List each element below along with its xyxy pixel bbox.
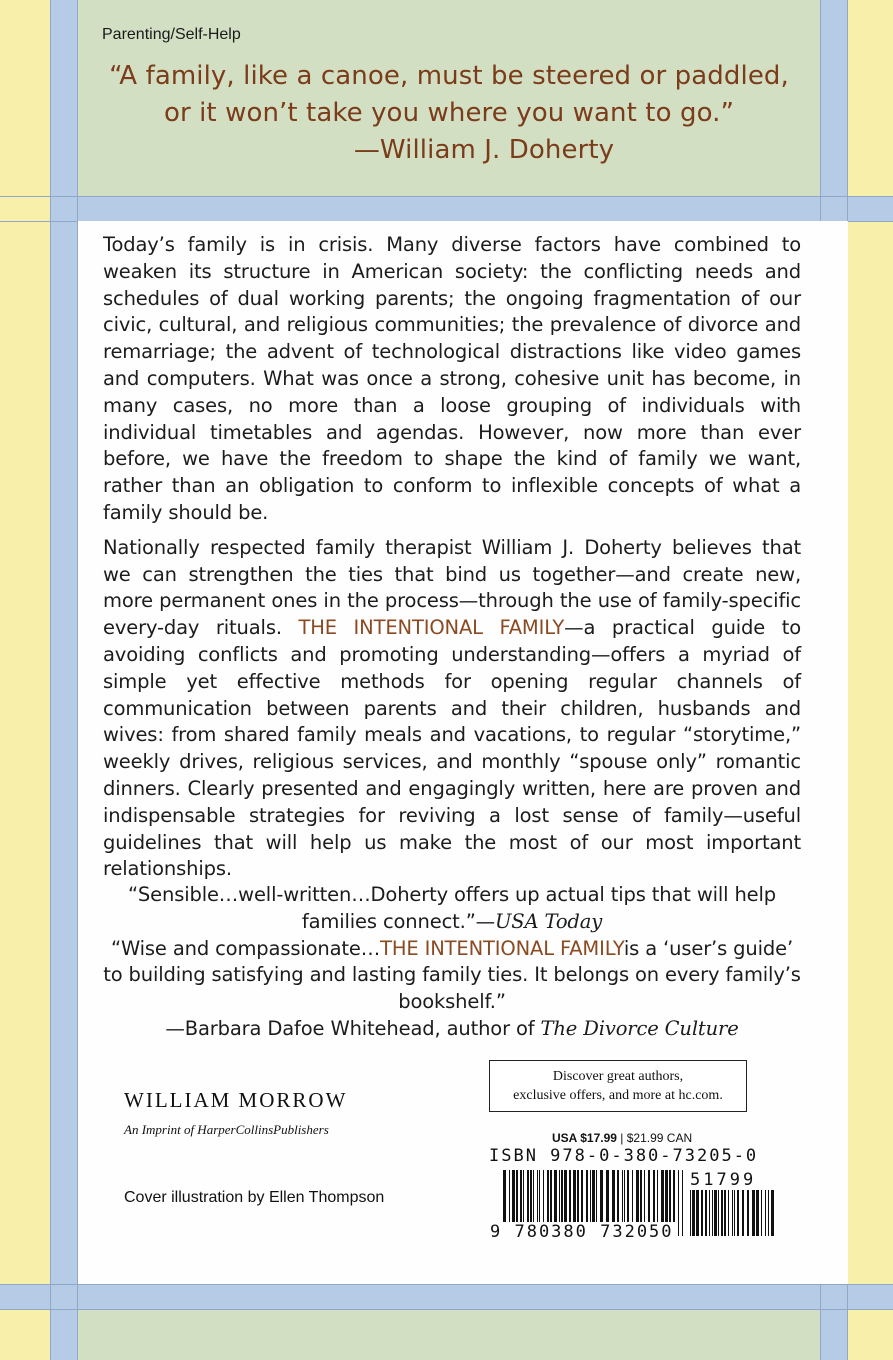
reviews: [103, 882, 801, 1043]
barcode-bar: [771, 1190, 774, 1236]
barcode-bar: [756, 1190, 759, 1236]
top-blue-band: [0, 196, 893, 221]
barcode-bar: [747, 1190, 749, 1236]
isbn-label: ISBN 978-0-380-73205-0: [489, 1146, 759, 1166]
barcode-bar: [718, 1190, 719, 1236]
barcode-bar: [690, 1190, 691, 1236]
barcode-bar: [678, 1170, 679, 1236]
barcode-bar: [768, 1190, 769, 1236]
barcode-bar: [714, 1190, 717, 1236]
barcode-bar: [742, 1190, 744, 1236]
publisher-name: WILLIAM MORROW: [124, 1088, 348, 1112]
bottom-blue-band: [0, 1284, 893, 1309]
book-title: THE INTENTIONAL FAMILY: [298, 616, 565, 640]
promo-line-1: Discover great authors,: [552, 1069, 684, 1084]
barcode-bar: [761, 1190, 762, 1236]
frame-line: [0, 196, 893, 197]
epigraph-quote: [78, 58, 820, 169]
epigraph-line-2: or it won’t take you where you want to go.”: [163, 98, 735, 128]
frame-line: [0, 1284, 893, 1285]
barcode-bar: [737, 1190, 739, 1236]
epigraph-attribution: —William J. Doherty: [353, 135, 615, 165]
ean-number: 9 780380 732050: [490, 1222, 674, 1242]
frame-line: [0, 1309, 893, 1310]
description-paragraph-1: Today’s family is in crisis. Many diverse factors have combined to weaken its structure in American society: the conflicting needs and schedules of dual working parents; the ongoing fragmentation of our civic, cultural, and religious communities; the prevalence of divorce and remarriage; the advent of technological distractions like video games and computers. What was once a strong, cohesive unit has become, in many cases, no more than a loose grouping of individuals with individual timetables and agendas. However, now more than ever before, we have the freedom to shape the kind of family we want, rather than an obligation to conform to inflexible concepts of what a family should be.: [103, 233, 801, 524]
review-2-author: —Barbara Dafoe Whitehead, author of: [165, 1016, 541, 1040]
review-1: [103, 882, 801, 936]
barcode-bar: [752, 1190, 755, 1236]
barcode-bar: [712, 1190, 713, 1236]
price-label: [552, 1131, 692, 1145]
barcode-bar: [692, 1190, 695, 1236]
barcode-addon-icon: [690, 1190, 774, 1236]
barcode-bar: [765, 1190, 766, 1236]
price-separator: |: [616, 1131, 627, 1145]
description-paragraph-2: [103, 535, 801, 883]
frame-line: [50, 0, 51, 1360]
bottom-green-panel: [78, 1309, 820, 1360]
promo-box: [489, 1060, 747, 1112]
publisher-imprint: An Imprint of HarperCollinsPublishers: [124, 1122, 329, 1137]
review-2: [103, 936, 801, 1016]
review-1-source: USA Today: [495, 909, 603, 933]
barcode-addon-digits: 51799: [690, 1170, 757, 1190]
barcode-bar: [682, 1170, 683, 1236]
promo-line-2: exclusive offers, and more at hc.com.: [513, 1088, 723, 1103]
review-2-attribution: [103, 1016, 801, 1043]
price-usa: USA $17.99: [552, 1131, 617, 1145]
review-2-rest: is a ‘user’s guide’ to building satisfying and lasting family ties. It belongs on every family’s bookshelf.”: [103, 936, 801, 1014]
barcode-ean-digits: [489, 1222, 675, 1242]
review-2-intro: “Wise and compassionate…: [111, 936, 381, 960]
barcode-bar: [696, 1190, 699, 1236]
paragraph-2-intro: Nationally respected family therapist William J. Doherty believes that we can strengthen the ties that bind us together—and create new, more permanent ones in the process—through the use of family-specific every-day rituals.: [103, 535, 801, 640]
barcode-bar: [734, 1190, 735, 1236]
review-2-author-book: The Divorce Culture: [540, 1016, 739, 1040]
price-can: $21.99 CAN: [626, 1131, 693, 1145]
illustration-credit: Cover illustration by Ellen Thompson: [124, 1189, 385, 1206]
barcode-bar: [709, 1190, 710, 1236]
review-2-book-title: THE INTENTIONAL FAMILY: [380, 936, 624, 960]
barcode-bar: [724, 1190, 726, 1236]
barcode-bar: [705, 1190, 707, 1236]
category-label: Parenting/Self-Help: [102, 26, 241, 43]
barcode-bar: [728, 1190, 729, 1236]
top-left-corner-yellow: [0, 196, 50, 221]
description-text: [103, 232, 801, 891]
barcode-bar: [732, 1190, 733, 1236]
barcode-bar: [721, 1190, 723, 1236]
barcode-bar: [701, 1190, 703, 1236]
epigraph-line-1: “A family, like a canoe, must be steered or paddled,: [109, 61, 789, 91]
review-1-text: “Sensible…well-written…Doherty offers up actual tips that will help families connect.”—: [127, 883, 777, 933]
paragraph-2-rest: —a practical guide to avoiding conflicts and promoting understanding—offers a myriad of simple yet effective methods for opening regular channels of communication between parents and their children, husbands and wives: from shared family meals and vacations, to regular “storytime,” weekly drives, religious services, and monthly “spouse only” romantic dinners. Clearly presented and engagingly written, here are proven and indispensable strategies for reviving a lost sense of family—useful guidelines that will help us make the most of our most important relationships.: [103, 616, 802, 881]
